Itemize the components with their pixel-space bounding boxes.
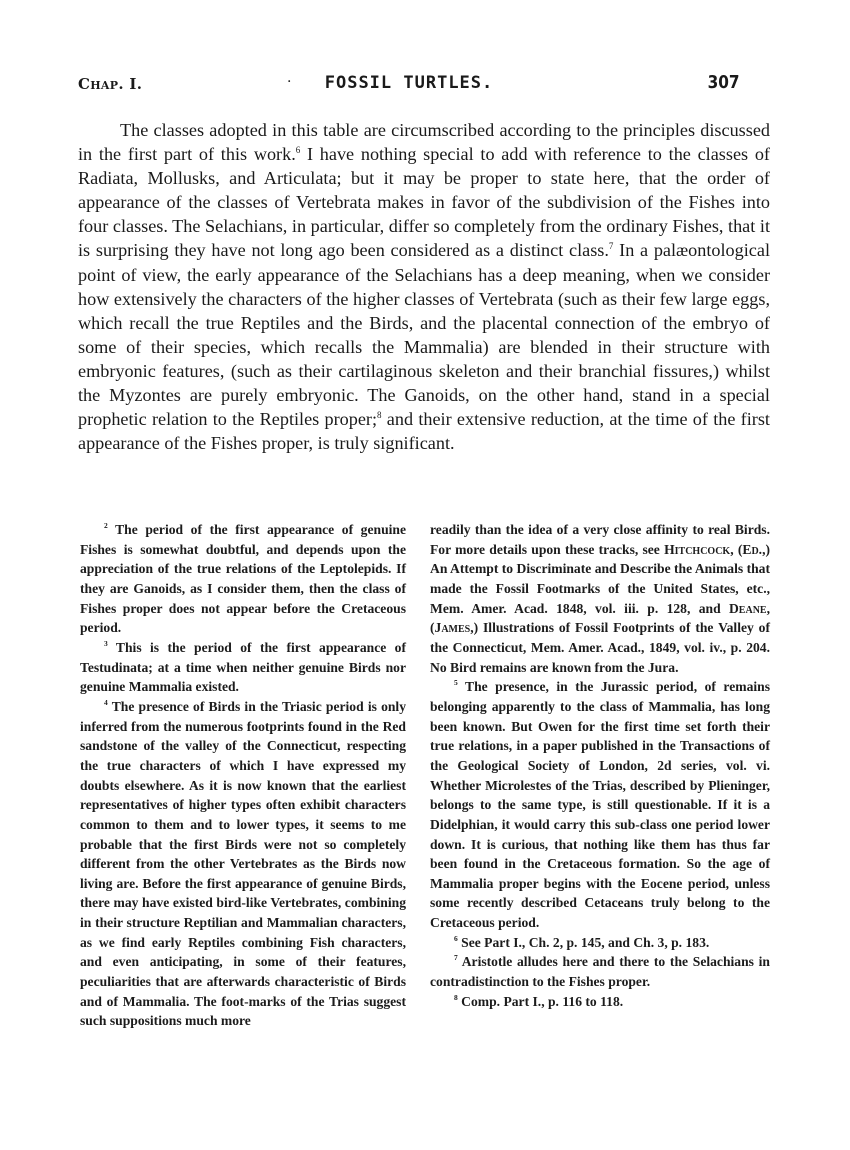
footnote-7: $^7$ Aristotle alludes here and there to the Selachians in contradistinction to the Fishes proper.: [430, 953, 770, 990]
footnote-ref-8[interactable]: 8: [377, 410, 382, 421]
footnote-marker: 3: [104, 638, 108, 648]
page-number: 307: [708, 72, 740, 93]
header-dot: ·: [287, 74, 292, 90]
footnote-4: $^4$ The presence of Birds in the Triasic period is only inferred from the numerous footprints found in the Red sandstone of the valley of the Connecticut, respecting the true characters of which I have expressed my doubts elsewhere. As it is now known that the earliest representatives of higher types often exhibit characters common to them and to lower types, it seems to me probable that the first Birds were not so completely different from the other Vertebrates as the Birds now living are. Before the first appearance of genuine Birds, there may have existed bird-like Vertebrates, combining in their structure Reptilian and Mammalian characters, as we find early Reptiles combining Fish characters, and even anticipating, in some of their features, peculiarities that are afterwards characteristic of Birds and of Mammalia. The foot-marks of the Trias suggest such suppositions much more: [80, 697, 407, 1029]
footnotes-right-column: [430, 520, 770, 1011]
footnote-marker: 4: [104, 697, 108, 707]
author-name: Deane: [728, 600, 767, 616]
footnote-ref-6[interactable]: 6: [295, 145, 301, 156]
running-head: [78, 72, 740, 98]
footnote-2: $^2$ The period of the first appearance of genuine Fishes is somewhat doubtful, and depends upon the appreciation of the true relations of the Leptolepids. If they are Ganoids, as I consider them, then the class of Fishes proper does not appear before the Cretaceous period.: [80, 521, 406, 636]
footnote-marker: 6: [454, 933, 458, 943]
footnote-3: $^3$ This is the period of the first appearance of Testudinata; at a time when neither genuine Birds nor genuine Mammalia existed.: [80, 638, 406, 695]
footnote-marker: 8: [454, 992, 458, 1002]
footnote-8: $^8$ Comp. Part I., p. 116 to 118.: [454, 992, 624, 1009]
footnote-marker: 2: [104, 521, 108, 530]
footnote-marker: 5: [454, 678, 458, 688]
author-name: Hitchcock: [664, 541, 731, 557]
footnote-ref-7[interactable]: 7: [608, 241, 614, 252]
footnote-4-continuation: readily than the idea of a very close affinity to real Birds. For more details upon these tracks, see Hitchcock, (Ed.,) An Attempt to Discriminate and Describe the Animals that made the Fossil Footmarks of the United States, etc., Mem. Amer. Acad. 1848, vol. iii. p. 128, and Deane, (James,) Illustrations of Fossil Footprints of the Valley of the Connecticut, Mem. Amer. Acad., 1849, vol. iv., p. 204. No Bird remains are known from the Jura.: [430, 522, 770, 675]
body-text: [78, 118, 770, 455]
footnote-5: $^5$ The presence, in the Jurassic period, of remains belonging apparently to the class of Mammalia, has long been known. But Owen for the first time set forth their true relations, in a paper published in the Transactions of the Geological Society of London, 2d series, vol. vi. Whether Microlestes of the Trias, described by Plieninger, belongs to the same type, is still questionable. If it is a Didelphian, it would carry this sub-class one period lower down. It is curious, that nothing like them has thus far been found in the Cretaceous formation. So the age of Mammalia proper begins with the Eocene period, unless some recently described Cetaceans truly belong to the Cretaceous period.: [430, 678, 770, 931]
chapter-label: Chap. I.: [78, 75, 143, 93]
running-title: FOSSIL TURTLES.: [324, 73, 494, 93]
body-paragraph: The classes adopted in this table are circumscribed according to the principles discussed in the first part of this work.$^6$ I have nothing special to add with reference to the classes of Radiata, Mollusks, and Articulata; but it may be proper to state here, that the order of appearance of the classes of Vertebrata makes in favor of the subdivision of the Fishes into four classes. The Selachians, in particular, differ so completely from the ordinary Fishes, that it is surprising they have not long ago been considered as a distinct class.$^7$ In a palæontological point of view, the early appearance of the Selachians has a deep meaning, when we consider how extensively the characters of the higher classes of Vertebrata (such as their few large eggs, which recall the true Reptiles and the Birds, and the placental connection of the embryo of some of their species, which recalls the Mammalia) are blended in their structure with embryonic features, (such as their cartilaginous skeleton and their branchial fissures,) whilst the Myzontes are purely embryonic. The Ganoids, on the other hand, stand in a special prophetic relation to the Reptiles proper;$^8$ and their extensive reduction, at the time of the first appearance of the Fishes proper, is truly significant.: [78, 120, 770, 454]
footnotes-left-column: [80, 520, 406, 1031]
footnote-6: $^6$ See Part I., Ch. 2, p. 145, and Ch. 3, p. 183.: [454, 933, 710, 950]
footnote-marker: 7: [454, 953, 458, 963]
